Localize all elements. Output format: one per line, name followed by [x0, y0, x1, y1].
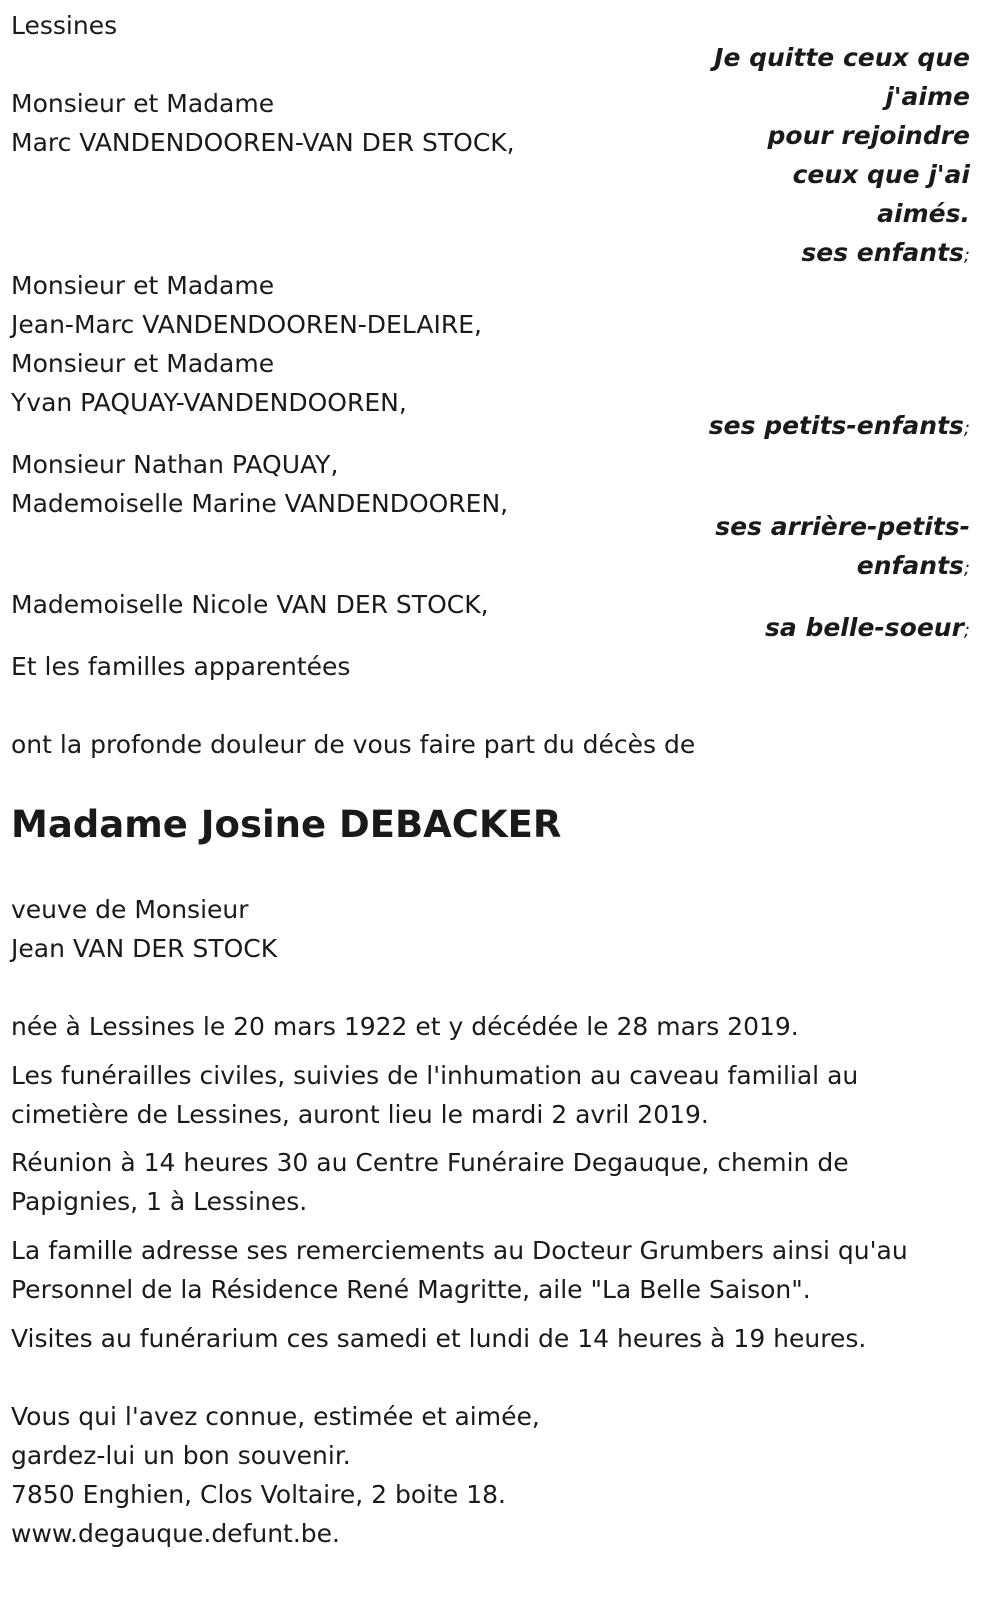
- sister-in-law-name: Mademoiselle Nicole VAN DER STOCK,: [11, 590, 489, 619]
- poem-line: ceux que j'ai: [792, 160, 970, 189]
- deceased-name: Madame Josine DEBACKER: [11, 803, 562, 846]
- family-line: Mademoiselle Marine VANDENDOOREN,: [11, 489, 509, 518]
- family-line: Yvan PAQUAY-VANDENDOOREN,: [11, 388, 407, 417]
- closing-line: Vous qui l'avez connue, estimée et aimée,: [11, 1402, 540, 1431]
- closing-line: gardez-lui un bon souvenir.: [11, 1441, 351, 1470]
- poem-line: aimés.: [877, 199, 970, 228]
- family-line: Marc VANDENDOOREN-VAN DER STOCK,: [11, 128, 515, 157]
- grandchildren-role: ses petits-enfants;: [708, 411, 970, 440]
- children-names: [11, 84, 515, 162]
- family-line: Monsieur et Madame: [11, 349, 275, 378]
- funeral-text: Les funérailles civiles, suivies de l'inhumation au caveau familial au cimetière de Lessines, auront lieu le mardi 2 avril 2019.: [11, 1061, 859, 1129]
- poem-line: Je quitte ceux que: [714, 43, 970, 72]
- family-line: Monsieur et Madame: [11, 89, 275, 118]
- birth-death-text: née à Lessines le 20 mars 1922 et y décédée le 28 mars 2019.: [11, 1012, 799, 1041]
- address-line: 7850 Enghien, Clos Voltaire, 2 boite 18.: [11, 1480, 506, 1509]
- poem: [714, 38, 970, 275]
- family-line: Jean-Marc VANDENDOOREN-DELAIRE,: [11, 310, 482, 339]
- widow-of: [11, 890, 277, 968]
- widow-line: veuve de Monsieur: [11, 895, 249, 924]
- visits-text: Visites au funérarium ces samedi et lundi de 14 heures à 19 heures.: [11, 1324, 867, 1353]
- announcement-text: ont la profonde douleur de vous faire part du décès de: [11, 730, 696, 759]
- widow-line: Jean VAN DER STOCK: [11, 934, 278, 963]
- great-grandchildren-names: [11, 445, 508, 523]
- thanks-text: La famille adresse ses remerciements au Docteur Grumbers ainsi qu'au Personnel de la Résidence René Magritte, aile "La Belle Saison".: [11, 1236, 908, 1304]
- poem-line: j'aime: [885, 82, 970, 111]
- sister-in-law-role: sa belle-soeur;: [765, 613, 970, 642]
- website-link[interactable]: www.degauque.defunt.be.: [11, 1519, 341, 1548]
- children-role: ses enfants;: [801, 238, 970, 267]
- meeting-text: Réunion à 14 heures 30 au Centre Funéraire Degauque, chemin de Papignies, 1 à Lessines.: [11, 1148, 849, 1216]
- family-line: Monsieur Nathan PAQUAY,: [11, 450, 339, 479]
- grandchildren-names: [11, 266, 482, 422]
- families-text: Et les familles apparentées: [11, 652, 351, 681]
- closing: [11, 1397, 540, 1553]
- poem-line: pour rejoindre: [767, 121, 970, 150]
- great-grandchildren-role: ses arrière-petits- enfants;: [715, 512, 970, 580]
- location-text: Lessines: [11, 11, 118, 40]
- family-line: Monsieur et Madame: [11, 271, 275, 300]
